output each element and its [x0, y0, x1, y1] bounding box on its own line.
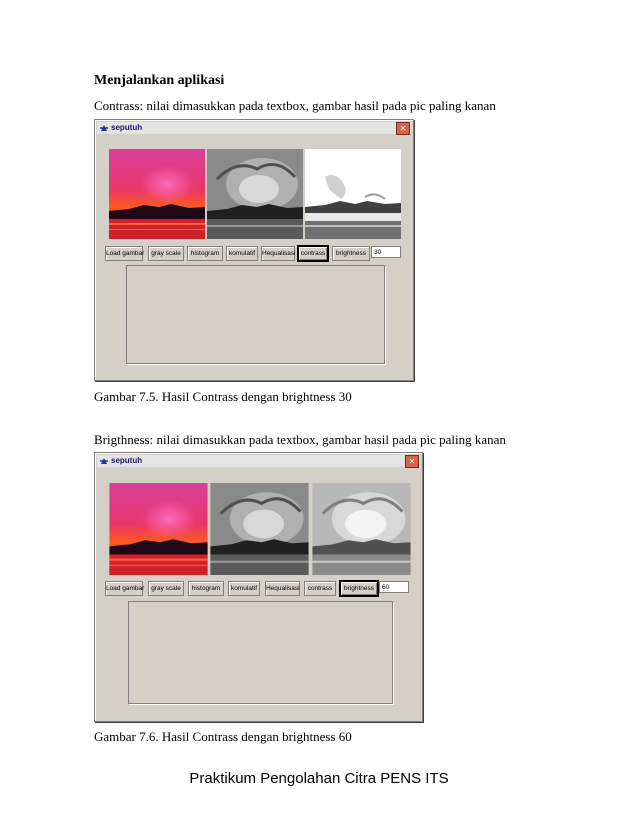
title-bar	[97, 455, 420, 467]
cumulative-button[interactable]: komulatif	[226, 246, 258, 261]
window-title: seputuh	[111, 456, 143, 465]
title-bar	[97, 122, 411, 134]
brightness-description: Brigthness: nilai dimasukkan pada textbox, gambar hasil pada pic paling kanan	[94, 432, 506, 447]
window-title: seputuh	[111, 123, 143, 132]
grayscale-button[interactable]: gray scale	[148, 581, 184, 596]
load-image-button[interactable]: Load gambar	[105, 246, 143, 261]
result-picture	[305, 149, 401, 239]
cumulative-button[interactable]: komulatif	[228, 581, 260, 596]
value-textbox[interactable]: 30	[371, 246, 401, 258]
close-icon[interactable]: ✕	[396, 122, 410, 135]
grayscale-picture	[210, 483, 309, 575]
hequalization-button[interactable]: Hequalisasi	[265, 581, 300, 596]
original-picture	[109, 149, 205, 239]
figure-caption-2: Gambar 7.6. Hasil Contrass dengan brightness 60	[94, 729, 352, 744]
figure-caption-1: Gambar 7.5. Hasil Contrass dengan brightness 30	[94, 389, 352, 404]
result-picture	[312, 483, 411, 575]
grayscale-picture	[207, 149, 303, 239]
app-icon	[99, 123, 109, 133]
page-footer: Praktikum Pengolahan Citra PENS ITS	[189, 770, 449, 787]
app-window-contrast	[94, 119, 414, 381]
app-icon	[99, 456, 109, 466]
histogram-panel	[126, 265, 385, 364]
app-window-brightness	[94, 452, 423, 722]
grayscale-button[interactable]: gray scale	[148, 246, 184, 261]
contrast-button[interactable]: contrass	[304, 581, 336, 596]
histogram-button[interactable]: histogram	[187, 246, 223, 261]
brightness-button[interactable]: brightness	[340, 581, 378, 596]
contrast-button[interactable]: contrass	[298, 246, 328, 261]
brightness-button[interactable]: brightness	[332, 246, 370, 261]
load-image-button[interactable]: Load gambar	[105, 581, 143, 596]
histogram-button[interactable]: histogram	[188, 581, 224, 596]
histogram-panel	[128, 601, 393, 704]
close-icon[interactable]: ✕	[405, 455, 419, 468]
value-textbox[interactable]: 60	[379, 581, 409, 593]
hequalization-button[interactable]: Hequalisasi	[261, 246, 295, 261]
original-picture	[109, 483, 208, 575]
contrast-description: Contrass: nilai dimasukkan pada textbox, gambar hasil pada pic paling kanan	[94, 98, 496, 113]
section-heading: Menjalankan aplikasi	[94, 73, 225, 88]
